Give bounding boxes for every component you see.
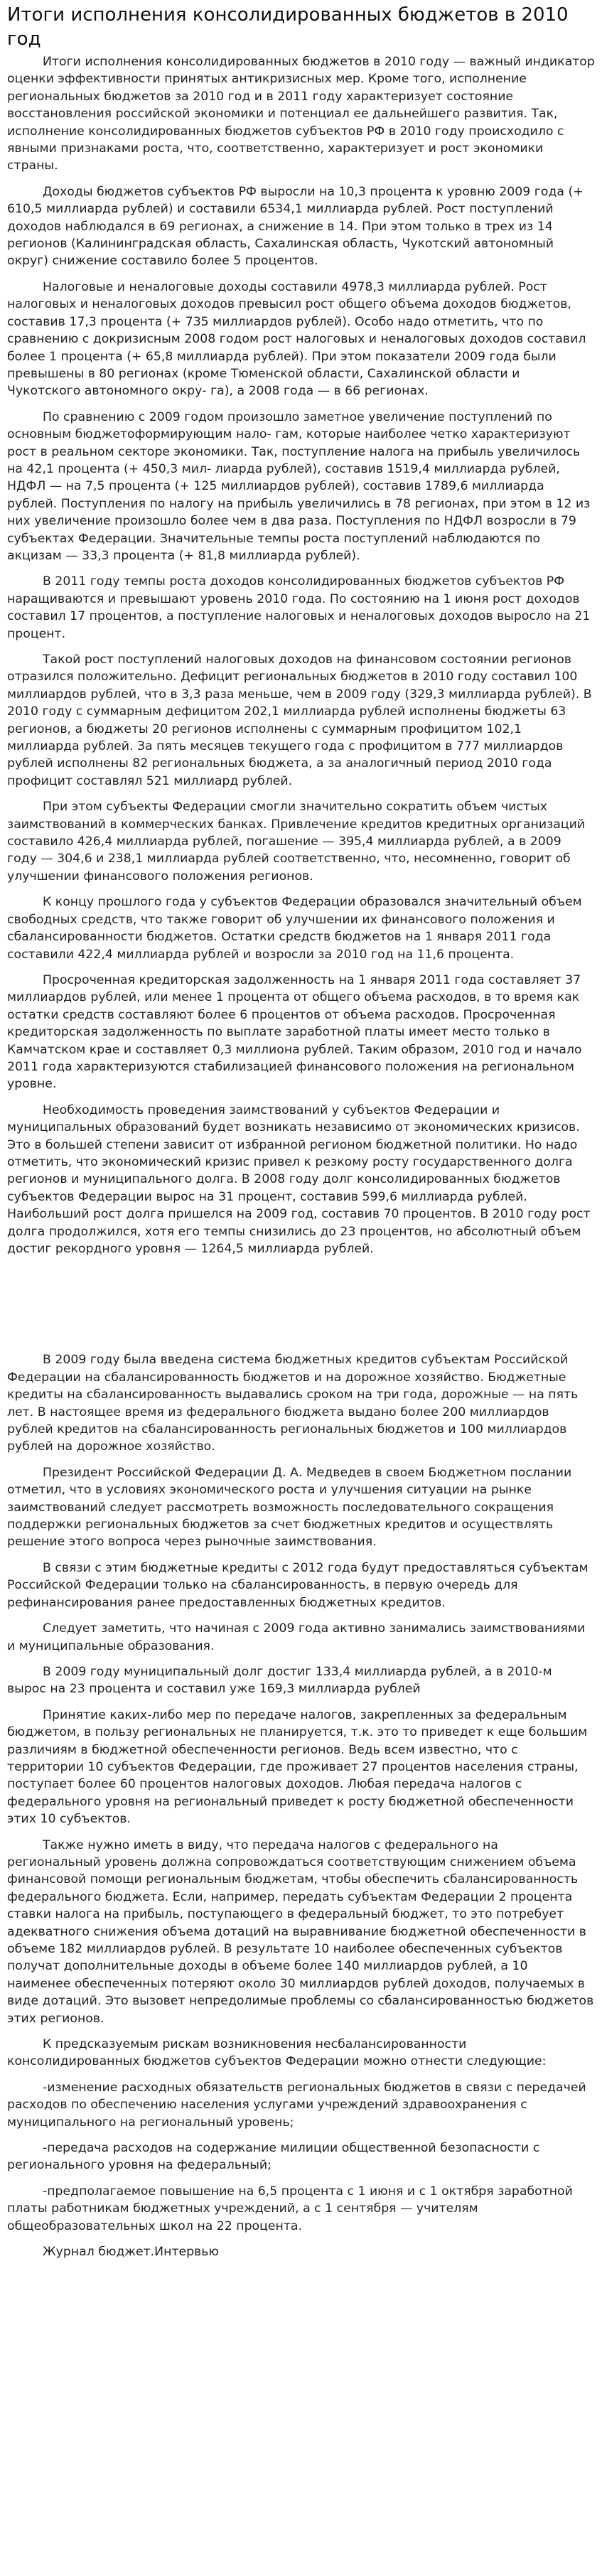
paragraph: По сравнению с 2009 годом произошло заметное увеличение поступлений по основным бюджетоформирующим нало- гам, которые наиболее четко характеризуют рост в реальном секторе экономики. Так, поступление налога на прибыль увеличилось на 42,1 процента (+ 450,3 мил- лиарда рублей), составив 1519,4 миллиарда рублей, НДФЛ — на 7,5 процента (+ 125 миллиардов рублей), составив 1789,6 миллиарда рублей. Поступления по налогу на прибыль увеличились в 78 регионах, при этом в 12 из них увеличение произошло более чем в два раза. Поступления по НДФЛ возросли в 79 субъектах Федерации. Значительные темпы роста поступлений наблюдаются по акцизам — 33,3 процента (+ 81,8 миллиарда рублей). — [7, 409, 591, 563]
paragraph: Просроченная кредиторская задолженность на 1 января 2011 года составляет 37 миллиардов рублей, или менее 1 процента от общего объема расходов, в то время как остатки средств составляют более 6 процентов от объема расходов. Просроченная кредиторская задолженность по выплате заработной платы имеет место только в Камчатском крае и составляет 0,3 миллиона рублей. Таким образом, 2010 год и начало 2011 года характеризуются стабилизацией финансового положения на региональном уровне. — [7, 972, 582, 1092]
list-item: -предполагаемое повышение на 6,5 процента с 1 июня и с 1 октября заработной платы работникам бюджетных учреждений, а с 1 сентября — учителям общеобразовательных школ на 22 процента. — [7, 2184, 573, 2233]
paragraph: Необходимость проведения заимствований у субъектов Федерации и муниципальных образований будет возникать независимо от экономических кризисов. Это в большей степени зависит от избранной регионом бюджетной политики. Но надо отметить, что экономический кризис привел к резкому росту государственного долга регионов и муниципального долга. В 2008 году долг консолидированных бюджетов субъектов Федерации вырос на 31 процент, составив 599,6 миллиарда рублей. Наибольший рост долга пришелся на 2009 год, составив 70 процентов. В 2010 году рост долга продолжился, хотя его темпы снизились до 23 процентов, но абсолютный объем достиг рекордного уровня — 1264,5 миллиарда рублей. — [7, 1102, 591, 1256]
section-gap — [7, 1266, 595, 1351]
paragraph: В 2009 году муниципальный долг достиг 133,4 миллиарда рублей, а в 2010-м вырос на 23 процента и составил уже 169,3 миллиарда рублей — [7, 1664, 552, 1697]
paragraph: К концу прошлого года у субъектов Федерации образовался значительный объем свободных средств, что также говорит об улучшении их финансового положения и сбалансированности бюджетов. Остатки средств бюджетов на 1 января 2011 года составили 422,4 миллиарда рублей и возросли за 2010 год на 11,6 процента. — [7, 895, 582, 962]
list-item: -передача расходов на содержание милиции общественной безопасности с регионального уровня на федеральный; — [7, 2141, 540, 2173]
source-note: Журнал бюджет.Интервью — [43, 2245, 219, 2260]
paragraph: При этом субъекты Федерации смогли значительно сократить объем чистых заимствований в коммерческих банках. Привлечение кредитов кредитных организаций составило 426,4 миллиарда рублей, погашение — 395,4 миллиарда рублей, а в 2009 году — 304,6 и 238,1 миллиарда рублей соответственно, что, несомненно, говорит об улучшении финансового положения регионов. — [7, 800, 586, 884]
list-item: -изменение расходных обязательств региональных бюджетов в связи с передачей расходов по обеспечению населения услугами учреждений здравоохранения с муниципального на региональный уровень; — [7, 2080, 586, 2130]
paragraph: Принятие каких-либо мер по передаче налогов, закрепленных за федеральным бюджетом, в пользу региональных не планируется, т.к. это то приведет к еще большим различиям в бюджетной обеспеченности регионов. Ведь всем известно, что с территории 10 субъектов Федерации, где проживает 27 процентов населения страны, поступает более 60 процентов налоговых доходов. Любая передача налогов с федерального уровня на региональный приведет к росту бюджетной обеспеченности этих 10 субъектов. — [7, 1707, 588, 1827]
paragraph: В связи с этим бюджетные кредиты с 2012 года будут предоставляться субъектам Российской Федерации только на сбалансированность, в первую очередь для рефинансирования ранее предоставленных бюджетных кредитов. — [7, 1560, 588, 1610]
paragraph: Также нужно иметь в виду, что передача налогов с федерального на региональный уровень должна сопровождаться соответствующим снижением объема финансовой помощи региональным бюджетам, чтобы обеспечить сбалансированность федерального бюджета. Если, например, передать субъектам Федерации 2 процента ставки налога на прибыль, поступающего в федеральный бюджет, то это потребует адекватного снижения объема дотаций на выравнивание бюджетной обеспеченности в объеме 182 миллиардов рублей. В результате 10 наиболее обеспеченных субъектов получат дополнительные доходы в объеме более 140 миллиардов рублей, а 10 наименее обеспеченных потеряют около 30 миллиардов рублей доходов, получаемых в виде дотаций. Это вызовет непредолимые проблемы со сбалансированностью бюджетов этих регионов. — [7, 1837, 594, 2026]
paragraph: Следует заметить, что начиная с 2009 года активно занимались заимствованиями и муниципальные образования. — [7, 1621, 586, 1653]
paragraph: Такой рост поступлений налоговых доходов на финансовом состоянии регионов отразился положительно. Дефицит региональных бюджетов в 2010 году составил 100 миллиардов рублей, что в 3,3 раза меньше, чем в 2009 году (329,3 миллиарда рублей). В 2010 году с суммарным дефицитом 202,1 миллиарда рублей исполнены бюджеты 63 регионов, а бюджеты 20 регионов исполнены с суммарным профицитом 102,1 миллиарда рублей. За пять месяцев текущего года с профицитом в 777 миллиардов рублей исполнены 82 региональных бюджета, а за аналогичный период 2010 года профицит составлял 521 миллиард рублей. — [7, 653, 592, 788]
article-title: Итоги исполнения консолидированных бюджетов в 2010 год — [7, 4, 569, 50]
paragraph: Президент Российской Федерации Д. А. Медведев в своем Бюджетном послании отметил, что в условиях экономического роста и улучшения ситуации на рынке заимствований следует рассмотреть возможность последовательного сокращения поддержки региональных бюджетов за счет бюджетных кредитов и осуществлять решение этого вопроса через рыночные заимствования. — [7, 1465, 572, 1550]
paragraph: Налоговые и неналоговые доходы составили 4978,3 миллиарда рублей. Рост налоговых и неналоговых доходов превысил рост общего объема доходов бюджетов, составив 17,3 процента (+ 735 миллиардов рублей). Особо надо отметить, что по сравнению с докризисным 2008 годом рост налоговых и неналоговых доходов составил более 1 процента (+ 65,8 миллиарда рублей). При этом показатели 2009 года были превышены в 80 регионах (кроме Тюменской области, Сахалинской области и Чукотского автономного окру- га), а 2008 года — в 66 регионах. — [7, 279, 586, 399]
paragraph: Итоги исполнения консолидированных бюджетов в 2010 году — важный индикатор оценки эффективности принятых антикризисных мер. Кроме того, исполнение региональных бюджетов за 2010 год и в 2011 году характеризует состояние восстановления российской экономики и потенциал ее дальнейшего развития. Так, исполнение консолидированных бюджетов субъектов РФ в 2010 году происходило с явными признаками роста, что, соответственно, характеризует и рост экономики страны. — [7, 55, 595, 173]
article-body-part-2 — [7, 1351, 595, 2260]
paragraph: К предсказуемым рискам возникновения несбалансированности консолидированных бюджетов субъектов Федерации можно отнести следующие: — [7, 2037, 547, 2069]
paragraph: Доходы бюджетов субъектов РФ выросли на 10,3 процента к уровню 2009 года (+ 610,5 миллиарда рублей) и составили 6534,1 миллиарда рублей. Рост поступлений доходов наблюдался в 69 регионах, а снижение в 14. При этом только в трех из 14 регионов (Калининградская область, Сахалинская область, Чукотский автономный округ) снижение составило более 5 процентов. — [7, 184, 584, 269]
paragraph: В 2009 году была введена система бюджетных кредитов субъектам Российской Федерации на сбалансированность бюджетов и на дорожное хозяйство. Бюджетные кредиты на сбалансированность выдавались сроком на три года, дорожные — на пять лет. В настоящее время из федерального бюджета выдано более 200 миллиардов рублей кредитов на сбалансированность региональных бюджетов и 100 миллиардов рублей на дорожное хозяйство. — [7, 1353, 579, 1454]
paragraph: В 2011 году темпы роста доходов консолидированных бюджетов субъектов РФ наращиваются и превышают уровень 2010 года. По состоянию на 1 июня рост доходов составил 17 процентов, а поступление налоговых и неналоговых доходов выросло на 21 процент. — [7, 574, 591, 641]
article-body-part-1 — [7, 53, 595, 1257]
